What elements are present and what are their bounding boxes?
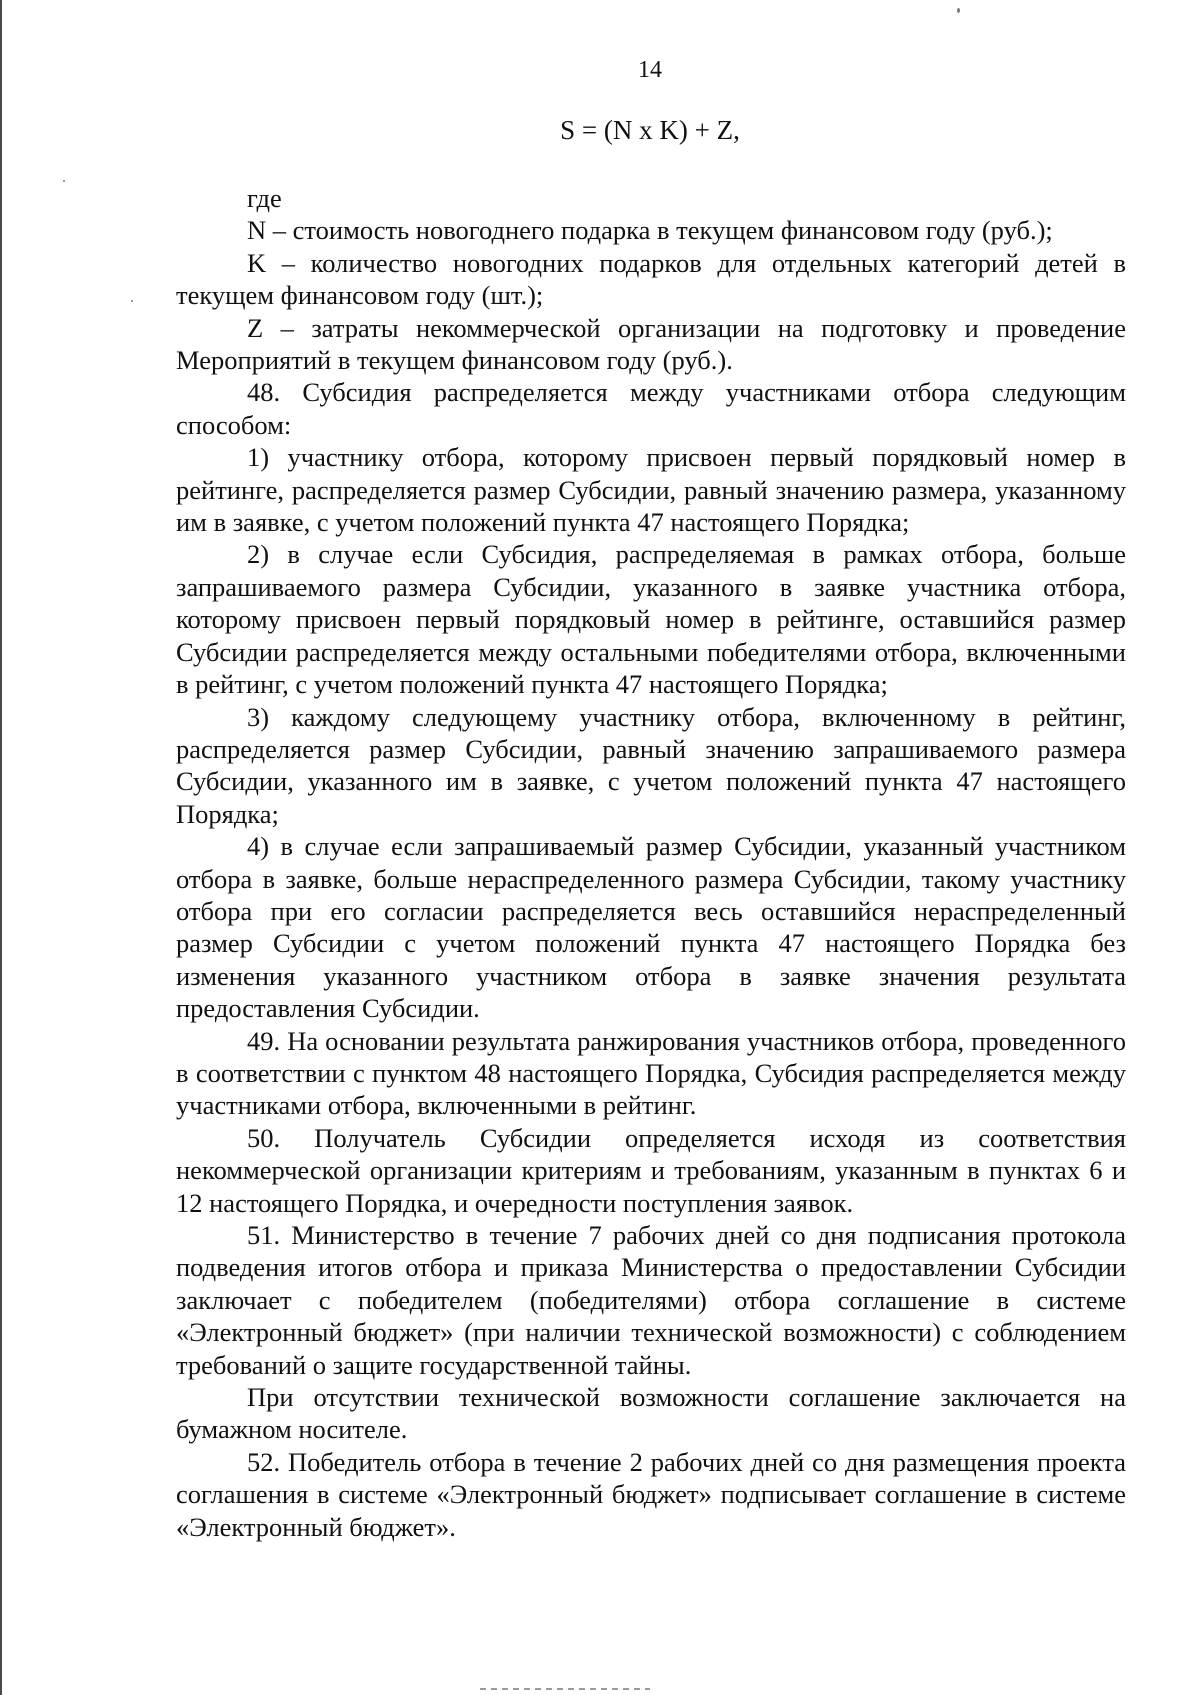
scan-speck <box>957 8 960 13</box>
paragraph-51-continuation: При отсутствии технической возможности соглашение заключается на бумажном носителе. <box>176 1382 1126 1445</box>
subsidy-formula: S = (N x K) + Z, <box>560 115 740 145</box>
scan-bottom-marks <box>480 1688 650 1690</box>
paragraph-where: где <box>247 183 282 213</box>
scan-left-edge <box>0 0 2 1695</box>
document-body <box>176 182 1126 1543</box>
paragraph-48-item-2: 2) в случае если Субсидия, распределяемая в рамках отбора, больше запрашиваемого размера Субсидии, указанного в заявке участника отбора, которому присвоен первый порядковый номер в рейтинге, оставшийся размер Субсидии распределяется между остальными победителями отбора, включенными в рейтинг, с учетом положений пункта 47 настоящего Порядка; <box>176 539 1126 700</box>
paragraph-definition-z: Z – затраты некоммерческой организации на подготовку и проведение Мероприятий в текущем финансовом году (руб.). <box>176 312 1126 376</box>
scan-speck <box>63 180 65 182</box>
paragraph-49: 49. На основании результата ранжирования участников отбора, проведенного в соответствии с пунктом 48 настоящего Порядка, Субсидия распределяется между участниками отбора, включенными в рейтинг. <box>176 1025 1126 1121</box>
paragraph-50: 50. Получатель Субсидии определяется исходя из соответствия некоммерческой организации критериям и требованиям, указанным в пунктах 6 и 12 настоящего Порядка, и очередности поступления заявок. <box>176 1122 1126 1218</box>
paragraph-48-item-4: 4) в случае если запрашиваемый размер Субсидии, указанный участником отбора в заявке, больше нераспределенного размера Субсидии, такому участнику отбора при его согласии распределяется весь оставшийся нераспределенный размер Субсидии с учетом положений пункта 47 настоящего Порядка без изменения указанного участником отбора в заявке значения результата предоставления Субсидии. <box>176 831 1126 1024</box>
paragraph-definition-n: N – стоимость новогоднего подарка в текущем финансовом году (руб.); <box>247 215 1053 246</box>
paragraph-52: 52. Победитель отбора в течение 2 рабочих дней со дня размещения проекта соглашения в системе «Электронный бюджет» подписывает соглашение в системе «Электронный бюджет». <box>176 1446 1126 1542</box>
paragraph-51: 51. Министерство в течение 7 рабочих дней со дня подписания протокола подведения итогов отбора и приказа Министерства о предоставлении Субсидии заключает с победителем (победителями) отбора соглашение в системе «Электронный бюджет» (при наличии технической возможности) с соблюдением требований о защите государственной тайны. <box>176 1220 1126 1380</box>
paragraph-48-item-1: 1) участнику отбора, которому присвоен первый порядковый номер в рейтинге, распределяется размер Субсидии, равный значению размера, указанному им в заявке, с учетом положений пункта 47 настоящего Порядка; <box>176 442 1126 538</box>
paragraph-48: 48. Субсидия распределяется между участниками отбора следующим способом: <box>176 377 1126 440</box>
paragraph-48-item-3: 3) каждому следующему участнику отбора, включенному в рейтинг, распределяется размер Субсидии, равный значению запрашиваемого размера Субсидии, указанного им в заявке, с учетом положений пункта 47 настоящего Порядка; <box>176 701 1126 829</box>
scan-speck <box>131 300 133 302</box>
paragraph-definition-k: K – количество новогодних подарков для отдельных категорий детей в текущем финансовом году (шт.); <box>176 247 1126 311</box>
page-number: 14 <box>638 57 662 83</box>
